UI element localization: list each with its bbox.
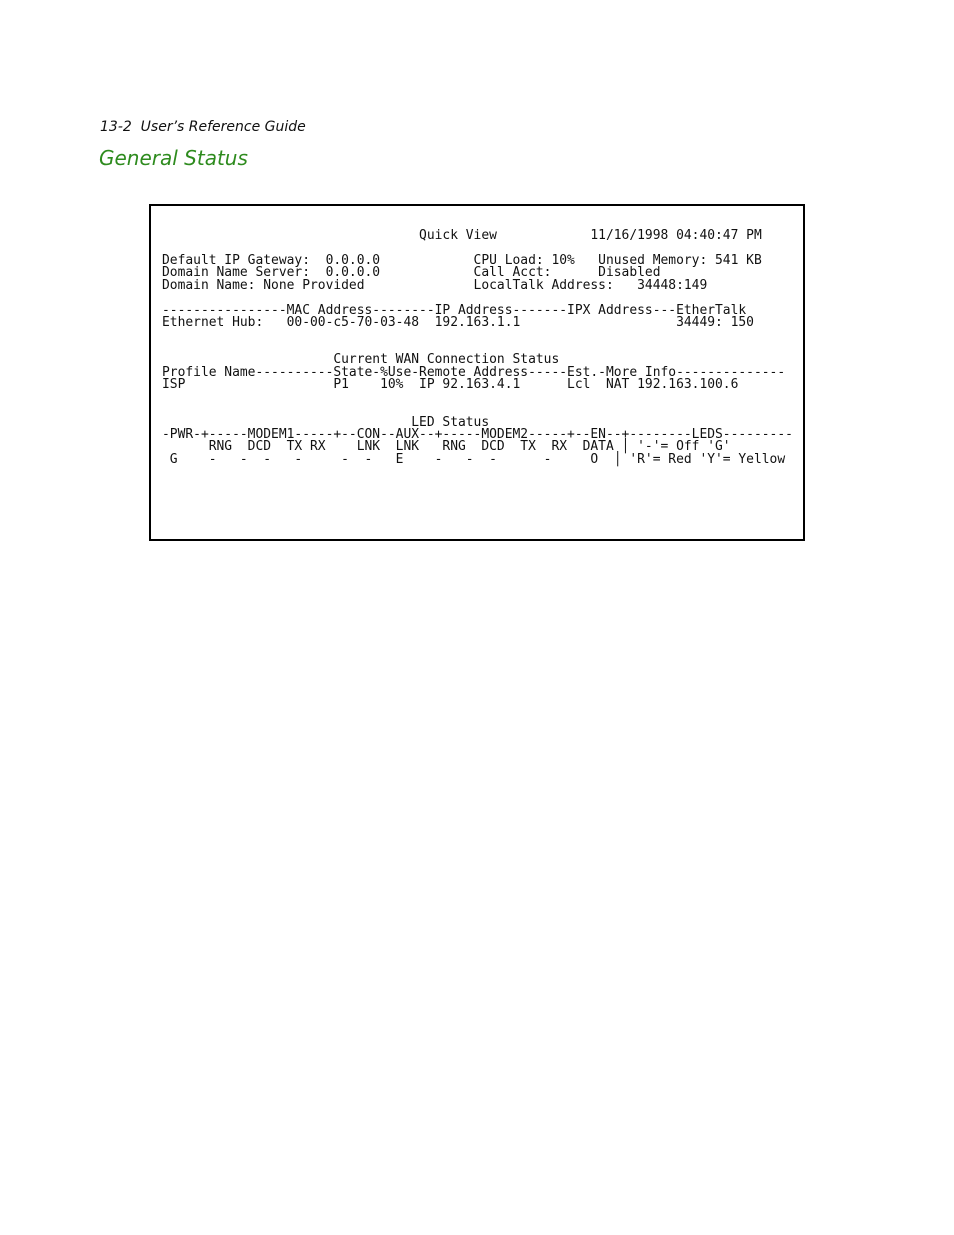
- led-column-header-line: RNG DCD TX RX LNK LNK RNG DCD TX RX DATA │ '-'= Off 'G': [162, 439, 731, 455]
- wan-status-title-line: Current WAN Connection Status: [162, 352, 560, 368]
- running-header: 13-2 User’s Reference Guide: [100, 119, 306, 135]
- domain-name-line: Domain Name: None Provided LocalTalk Address: 34448:149: [162, 277, 708, 293]
- quick-view-title-line: Quick View 11/16/1998 04:40:47 PM: [162, 228, 762, 243]
- blank-line: [162, 392, 793, 404]
- led-group-header-line: -PWR-+-----MODEM1-----+--CON--AUX--+-----MODEM2-----+--EN--+--------LEDS---------: [162, 427, 793, 442]
- quick-view-screen: [149, 204, 805, 541]
- wan-header-line: Profile Name----------State-%Use-Remote Address-----Est.-More Info--------------: [162, 364, 786, 380]
- terminal-text: [162, 230, 793, 466]
- led-status-title-line: LED Status: [162, 414, 490, 430]
- wan-profile-row: ISP P1 10% IP 92.163.4.1 Lcl NAT 192.163.100.6: [162, 377, 739, 393]
- dns-line: Domain Name Server: 0.0.0.0 Call Acct: Disabled: [162, 265, 661, 281]
- section-title: General Status: [99, 146, 248, 170]
- gateway-line: Default IP Gateway: 0.0.0.0 CPU Load: 10% Unused Memory: 541 KB: [162, 252, 762, 268]
- address-header-line: ----------------MAC Address--------IP Address-------IPX Address---EtherTalk: [162, 302, 747, 318]
- led-values-line: G - - - - - - E - - - - O │ 'R'= Red 'Y'= Yellow: [162, 451, 786, 467]
- blank-line: [162, 330, 793, 342]
- ethernet-hub-line: Ethernet Hub: 00-00-c5-70-03-48 192.163.1.1 34449: 150: [162, 315, 754, 331]
